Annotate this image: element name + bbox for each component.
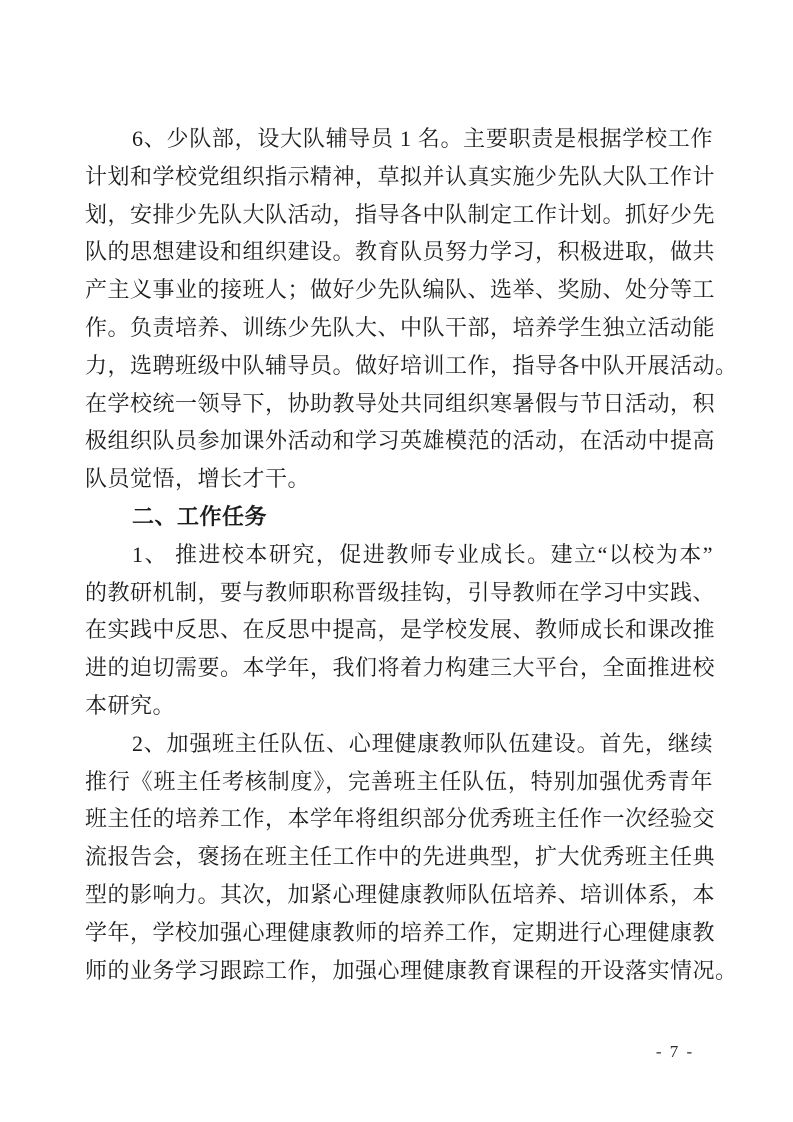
paragraph-line: 学年，学校加强心理健康教师的培养工作，定期进行心理健康教 — [85, 919, 716, 945]
paragraph-line: 本研究。 — [85, 692, 176, 718]
paragraph-line: 2、加强班主任队伍、心理健康教师队伍建设。首先，继续 — [132, 730, 713, 756]
paragraph-line: 极组织队员参加课外活动和学习英雄模范的活动，在活动中提高 — [85, 428, 716, 454]
paragraph-line: 作。负责培养、训练少先队大、中队干部，培养学生独立活动能 — [85, 314, 716, 340]
paragraph-line: 计划和学校党组织指示精神，草拟并认真实施少先队大队工作计 — [85, 163, 716, 189]
paragraph-line: 队员觉悟，增长才干。 — [85, 466, 311, 492]
paragraph-line: 产主义事业的接班人；做好少先队编队、选举、奖励、处分等工 — [85, 277, 716, 303]
paragraph-line: 划，安排少先队大队活动，指导各中队制定工作计划。抓好少先 — [85, 201, 716, 227]
paragraph-line: 队的思想建设和组织建设。教育队员努力学习，积极进取，做共 — [85, 239, 716, 265]
paragraph-line: 在学校统一领导下，协助教导处共同组织寒暑假与节日活动，积 — [85, 390, 716, 416]
paragraph-line: 在实践中反思、在反思中提高，是学校发展、教师成长和课改推 — [85, 617, 716, 643]
paragraph-line: 的教研机制，要与教师职称晋级挂钩，引导教师在学习中实践、 — [85, 579, 716, 605]
document-body — [85, 120, 738, 989]
page-number: - 7 - — [655, 1042, 695, 1061]
paragraph-line: 推行《班主任考核制度》，完善班主任队伍，特别加强优秀青年 — [85, 768, 713, 794]
paragraph-line: 进的迫切需要。本学年，我们将着力构建三大平台，全面推进校 — [85, 655, 716, 681]
section-heading: 二、工作任务 — [132, 503, 268, 529]
paragraph-line: 力，选聘班级中队辅导员。做好培训工作，指导各中队开展活动。 — [85, 352, 738, 378]
paragraph-line: 型的影响力。其次，加紧心理健康教师队伍培养、培训体系，本 — [85, 881, 716, 907]
paragraph-line: 6、少队部，设大队辅导员 1 名。主要职责是根据学校工作 — [132, 126, 713, 151]
paragraph-line: 流报告会，褒扬在班主任工作中的先进典型，扩大优秀班主任典 — [85, 844, 716, 870]
paragraph-line: 班主任的培养工作，本学年将组织部分优秀班主任作一次经验交 — [85, 806, 716, 832]
paragraph-line: 1、 推进校本研究，促进教师专业成长。建立“以校为本” — [132, 541, 713, 567]
paragraph-line: 师的业务学习跟踪工作，加强心理健康教育课程的开设落实情况。 — [85, 957, 738, 983]
